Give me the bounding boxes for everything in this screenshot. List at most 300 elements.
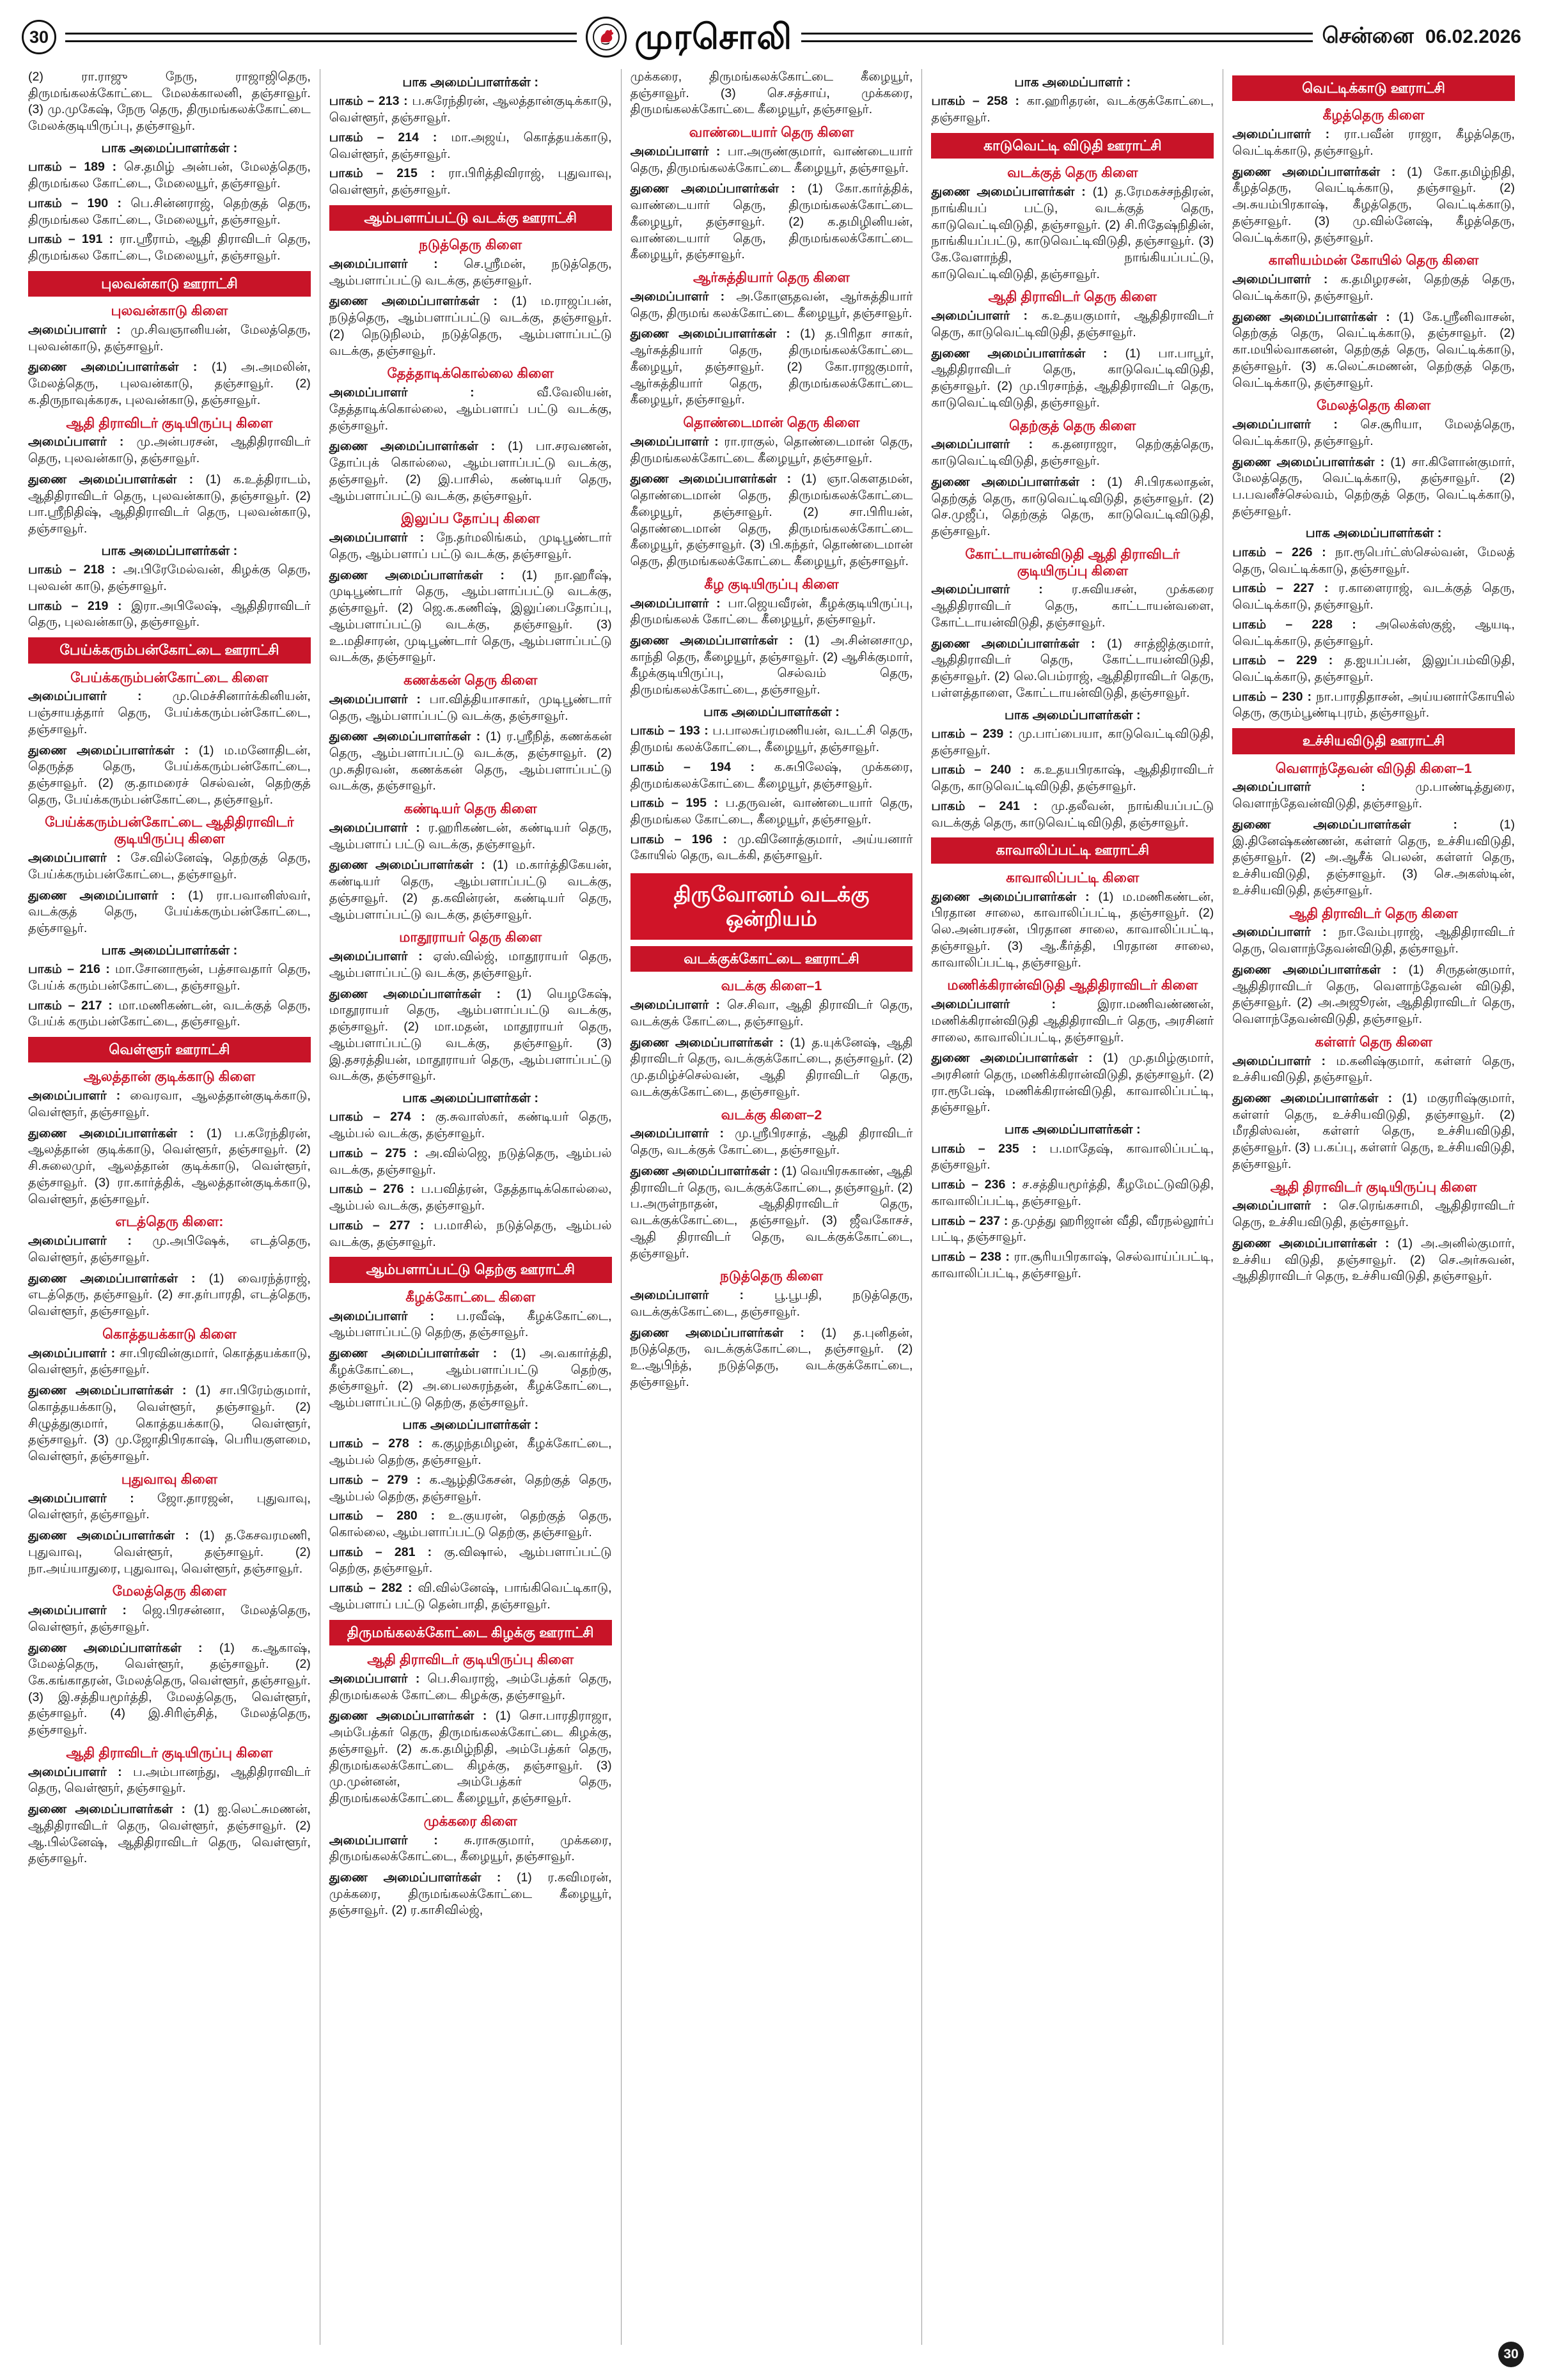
ward-organizers-label [931, 74, 1214, 91]
body-text: க.தமிழரசன், தெற்குத் தெரு, வெட்டிக்காடு, தஞ்சாவூர். [1232, 272, 1515, 303]
branch-subhead [329, 1652, 612, 1668]
field-label: பாகம் – 280 : [329, 1509, 435, 1523]
body-text: (1) பா.பாபூர், ஆதிதிராவிடர் தெரு, காடுவெட்டிவிடுதி, தஞ்சாவூர். (2) மு.பிரசாந்த், ஆதிதிராவிடர் தெரு, காடுவெட்டிவிடுதி, தஞ்சாவூர். [931, 346, 1214, 410]
field-label: துணை அமைப்பாளர்கள் : [28, 1802, 185, 1817]
branch-subhead [329, 366, 612, 382]
column-grid [0, 64, 1543, 2345]
field-label: துணை அமைப்பாளர்கள் : [329, 1346, 497, 1360]
section-title-text: திருமங்கலக்கோட்டை கிழக்கு ஊராட்சி [347, 1624, 594, 1640]
field-label: பாகம் – 276 : [329, 1182, 415, 1197]
organizer-paragraph [329, 986, 612, 1085]
organizer-paragraph [329, 1671, 612, 1704]
body-text: அ.கோளுதவன், ஆர்சுத்தியார் தெரு, திருமங் கலக்கோட்டை கீழையூர், தஞ்சாவூர். [630, 289, 913, 320]
body-text: (1) வைரந்த்ராஜ், எடத்தெரு, தஞ்சாவூர். (2) சா.தர்பாரதி, எடத்தெரு, வெள்ளூர், தஞ்சாவூர். [28, 1271, 311, 1319]
ward-entry [329, 1580, 612, 1613]
body-text: நா.வேம்புராஜ், ஆதிதிராவிடர் தெரு, வெளாந்தேவன்விடுதி, தஞ்சாவூர். [1232, 925, 1515, 956]
panchayat-banner [329, 205, 612, 231]
branch-subhead [28, 416, 311, 432]
organizer-paragraph [631, 326, 913, 408]
organizer-paragraph [931, 474, 1214, 540]
body-text: (1) சா.பிரேம்குமார், கொத்தயக்காடு, வெள்ளூர், தஞ்சாவூர். (2) சிழுத்துகுமார், கொத்தயக்காடு, வெள்ளூர், தஞ்சாவூர். (3) மு.ஜோதிபிரகாஷ், பெரியகுளமை, வெள்ளூர், தஞ்சாவூர். [28, 1383, 311, 1464]
body-text: வடக்குத் தெரு கிளை [1007, 165, 1138, 181]
branch-subhead [1232, 761, 1515, 777]
organizer-paragraph [1232, 779, 1515, 812]
ward-entry [329, 1508, 612, 1541]
body-text: ப.சுரேந்திரன், ஆலத்தான்குடிக்காடு, வெள்ளூர், தஞ்சாவூர். [329, 94, 612, 125]
organizer-paragraph [28, 1271, 311, 1320]
body-text: நே.தர்மலிங்கம், முடிபூண்டார் தெரு, ஆம்பளாப் பட்டு வடக்கு, தஞ்சாவூர். [329, 531, 612, 561]
body-text: க.உதயபிரகாஷ், ஆதிதிராவிடர் தெரு, காடுவெட்டிவிடுதி, தஞ்சாவூர். [931, 763, 1214, 794]
branch-subhead [28, 814, 311, 848]
organizer-paragraph [1232, 417, 1515, 449]
field-label: துணை அமைப்பாளர்கள் : [1232, 1091, 1393, 1105]
field-label: அமைப்பாளர் : [1232, 417, 1338, 432]
organizer-paragraph [28, 1088, 311, 1121]
ward-entry [329, 1436, 612, 1468]
field-label: அமைப்பாளர் : [28, 851, 121, 866]
organizer-paragraph [1232, 962, 1515, 1028]
body-text: பாக அமைப்பாளர்கள் : [1004, 708, 1141, 722]
body-text: பா.அருண்குமார், வாண்டையார் தெரு, திருமங்கலக்கோட்டை கீழையூர், தஞ்சாவூர். [630, 144, 913, 175]
field-label: துணை அமைப்பாளர்கள் : [1232, 455, 1385, 469]
edition-date [1322, 24, 1521, 51]
body-text: (1) ம.மணிகண்டன், பிரதான சாலை, காவாலிப்பட்டி, தஞ்சாவூர். (2) லெ.அன்பரசன், பிரதான சாலை, காவாலிப்பட்டி, தஞ்சாவூர். (3) ஆ.கீர்த்தி, பிரதான சாலை, காவாலிப்பட்டி, தஞ்சாவூர். [931, 889, 1214, 970]
body-text: கோட்டாயன்விடுதி ஆதி திராவிடர் குடியிருப்பு கிளை [965, 546, 1180, 579]
body-text: மு.பாண்டித்துரை, வெளாந்தேவன்விடுதி, தஞ்சாவூர். [1232, 780, 1515, 811]
branch-subhead [28, 1326, 311, 1343]
body-text: பா.வித்தியாசாகர், முடிபூண்டார் தெரு, ஆம்பளாப்பட்டு வடக்கு, தஞ்சாவூர். [329, 692, 612, 723]
ward-entry [28, 998, 311, 1031]
field-label: துணை அமைப்பாளர்கள் : [28, 472, 194, 486]
field-label: அமைப்பாளர் : [931, 582, 1043, 597]
field-label: பாகம் – 229 : [1232, 653, 1333, 668]
body-text: (1) த.யுக்னேஷ், ஆதி திராவிடர் தெரு, வடக்குக்கோட்டை, தஞ்சாவூர். (2) மு.தமிழ்ச்செல்வன், ஆதி திராவிடர் தெரு, வடக்குக்கோட்டை, தஞ்சாவூர். [630, 1035, 913, 1099]
body-text: (1) இ.தினேஷ்கண்ணன், கள்ளர் தெரு, உச்சியவிடுதி, தஞ்சாவூர். (2) அ.ஆசீக் பெலன், கள்ளர் தெரு, உச்சியவிடுதி, தஞ்சாவூர். (3) செ.அகஸ்டின், உச்சியவிடுதி, தஞ்சாவூர். [1232, 817, 1515, 898]
body-text: (1) சா.கிளோன்குமார், மேலத்தெரு, வெட்டிக்காடு, தஞ்சாவூர். (2) ப.பவனீச்செல்வம், தெற்குத் தெரு, வெட்டிக்காடு, தஞ்சாவூர். [1232, 455, 1515, 518]
organizer-paragraph [631, 1325, 913, 1391]
branch-subhead [931, 977, 1214, 994]
body-text: (1) க.ஆகாஷ், மேலத்தெரு, வெள்ளூர், தஞ்சாவூர். (2) கே.கங்காதரன், மேலத்தெரு, வெள்ளூர், தஞ்சாவூர். (3) இ.சத்தியமூர்த்தி, மேலத்தெரு, வெள்ளூர், தஞ்சாவூர். (4) இ.சிரிஞ்சித், மேலத்தெரு, தஞ்சாவூர். [28, 1640, 311, 1738]
organizer-paragraph [329, 1870, 612, 1919]
body-text: மு.ஸ்ரீபிரசாத், ஆதி திராவிடர் தெரு, வடக்குக் கோட்டை, தஞ்சாவூர். [630, 1126, 913, 1158]
organizer-paragraph [631, 1287, 913, 1320]
body-text: மா.அஜய், கொத்தயக்காடு, வெள்ளூர், தஞ்சாவூர். [329, 130, 612, 161]
panchayat-banner [931, 133, 1214, 159]
body-text: (1) ஞா.கௌதமன், தொண்டைமான் தெரு, திருமங்கலக்கோட்டை கீழையூர், தஞ்சாவூர். (2) சா.பிரியன், தொண்டைமான் தெரு, திருமங்கலக்கோட்டை கீழையூர், தஞ்சாவூர். (3) பி.கந்தர், தொண்டைமான் தெரு, திருமங்கலக்கோட்டை கீழையூர், தஞ்சாவூர். [630, 472, 913, 569]
branch-subhead [931, 289, 1214, 306]
body-text: அலெக்ஸ்குஜ், ஆயடி, வெட்டிக்காடு, தஞ்சாவூர். [1232, 617, 1515, 648]
ward-entry [931, 1177, 1214, 1209]
section-title-text: காடுவெட்டி விடுதி ஊராட்சி [983, 137, 1162, 153]
body-text: வாண்டையார் தெரு கிளை [689, 125, 854, 141]
body-text: பாக அமைப்பாளர் : [1014, 75, 1131, 89]
field-label: அமைப்பாளர் : [931, 997, 1056, 1012]
organizer-paragraph [329, 439, 612, 504]
branch-subhead [931, 418, 1214, 435]
body-text: சா.பிரவின்குமார், கொத்தயக்காடு, வெள்ளூர், தஞ்சாவூர். [28, 1346, 311, 1377]
organizer-paragraph [1232, 272, 1515, 304]
organizer-paragraph [931, 889, 1214, 972]
body-text: (1) வெயிரசுகாண், ஆதி திராவிடர் தெரு, வடக்குக்கோட்டை, தஞ்சாவூர். (2) ப.அருள்நாதன், ஆதிதிராவிடர் தெரு, வடக்குக்கோட்டை, தஞ்சாவூர். (3) ஜீவகோசச், ஆதி திராவிடர் தெரு, வடக்குக்கோட்டை, தஞ்சாவூர். [630, 1163, 913, 1261]
body-text: பாக அமைப்பாளர்கள் : [101, 141, 238, 155]
field-label: துணை அமைப்பாளர்கள் : [630, 327, 790, 341]
organizer-paragraph [931, 437, 1214, 469]
field-label: துணை அமைப்பாளர்கள் : [630, 472, 792, 486]
field-label: அமைப்பாளர் : [28, 1603, 127, 1618]
field-label: அமைப்பாளர் : [1232, 127, 1330, 142]
branch-subhead [329, 1289, 612, 1306]
body-text: ர.ஹரிகண்டன், கண்டியர் தெரு, ஆம்பளாப் பட்டு வடக்கு, தஞ்சாவூர். [329, 821, 612, 852]
body-text: கீழக்கோட்டை கிளை [405, 1289, 536, 1305]
field-label: பாகம் – 238 : [931, 1249, 1010, 1264]
body-text: இரா.அபிலேஷ், ஆதிதிராவிடர் தெரு, புலவன்காடு, தஞ்சாவூர். [28, 598, 311, 630]
organizer-paragraph [329, 385, 612, 434]
body-text: (1) சிருதன்குமார், ஆதிதிராவிடர் தெரு, வெளாந்தேவன் விடுதி, தஞ்சாவூர். (2) அ.அஜூரன், ஆதிதிராவிடர் தெரு, வெளாந்தேவன்விடுதி, தஞ்சாவூர். [1232, 962, 1515, 1026]
field-label: பாகம் – 230 : [1232, 689, 1312, 704]
field-label: அமைப்பாளர் : [329, 1671, 420, 1686]
field-label: அமைப்பாளர் : [329, 821, 420, 835]
field-label: துணை அமைப்பாளர்கள் : [1232, 309, 1390, 324]
organizer-paragraph [329, 820, 612, 853]
branch-subhead [931, 870, 1214, 887]
body-text: (1) ரா.பவானிஸ்வர், வடக்குத் தெரு, பேய்க்கரும்பன்கோட்டை, தஞ்சாவூர். [28, 888, 311, 935]
body-text: கீழத்தெரு கிளை [1322, 107, 1425, 123]
body-text: க.சுபிலேஷ், முக்கரை, திருமங்கலக்கோட்டை கீழையூர், தஞ்சாவூர். [630, 759, 913, 791]
field-label: துணை அமைப்பாளர்கள் : [931, 474, 1095, 489]
field-label: அமைப்பாளர் : [1232, 925, 1327, 940]
body-text: (1) யெழகேஷ், மாதூராயர் தெரு, ஆம்பளாப்பட்டு வடக்கு, தஞ்சாவூர். (2) மா.மதன், மாதூராயர் தெரு, ஆம்பளாப்பட்டு வடக்கு, தஞ்சாவூர். (3) இ.தசரத்தியன், மாதூராயர் தெரு, ஆம்பளாப்பட்டு வடக்கு, தஞ்சாவூர். [329, 986, 612, 1084]
body-text: செ.ரெங்கசாமி, ஆதிதிராவிடர் தெரு, உச்சியவிடுதி, தஞ்சாவூர். [1232, 1199, 1515, 1230]
ward-organizers-label [931, 1121, 1214, 1138]
field-label: அமைப்பாளர் : [931, 437, 1033, 452]
field-label: பாகம் – 213 : [329, 94, 408, 109]
ward-organizers-label [329, 1090, 612, 1107]
organizer-paragraph [631, 289, 913, 322]
field-label: துணை அமைப்பாளர்கள் : [931, 185, 1086, 199]
field-label: அமைப்பாளர் : [28, 1346, 116, 1360]
body-text: ரா.ராகுல், தொண்டைமான் தெரு, திருமங்கலக்கோட்டை கீழையூர், தஞ்சாவூர். [630, 434, 913, 465]
organizer-paragraph [329, 949, 612, 981]
ward-entry [1232, 580, 1515, 613]
field-label: பாகம் – 196 : [630, 832, 727, 846]
field-label: துணை அமைப்பாளர்கள் : [28, 1383, 187, 1398]
section-title-text: ஆம்பளாப்பட்டு தெற்கு ஊராட்சி [366, 1261, 575, 1278]
ward-entry [931, 1213, 1214, 1246]
news-column-5 [1223, 69, 1524, 2345]
body-text: செ.சிவா, ஆதி திராவிடர் தெரு, வடக்குக் கோட்டை, தஞ்சாவூர். [630, 998, 913, 1029]
ward-entry [329, 1109, 612, 1142]
organizer-paragraph [28, 743, 311, 809]
panchayat-banner [28, 1037, 311, 1062]
branch-subhead [631, 577, 913, 593]
field-label: அமைப்பாளர் : [1232, 272, 1328, 287]
ward-organizers-label [28, 140, 311, 157]
body-text: ஆதி திராவிடர் குடியிருப்பு கிளை [66, 415, 273, 431]
body-text: மு.மெச்சினார்க்கினியன், பஞ்சாயத்தார் தெரு, பேய்க்கரும்பன்கோட்டை, தஞ்சாவூர். [28, 689, 311, 736]
body-text: (1) த.கேசவரமணி, புதுவாவு, வெள்ளூர், தஞ்சாவூர். (2) நா.அய்யாதுரை, புதுவாவு, வெள்ளூர், தஞ்சாவூர். [28, 1528, 311, 1576]
body-text: வெளாந்தேவன் விடுதி கிளை–1 [1275, 760, 1472, 776]
ward-entry [28, 961, 311, 994]
body-text: (1) சி.பிரகலாதன், தெற்குத் தெரு, காடுவெட்டிவிடுதி, தஞ்சாவூர். (2) செ.முஜீப், தெற்குத் தெரு, காடுவெட்டிவிடுதி, தஞ்சாவூர். [931, 474, 1214, 539]
body-text: செ.தமிழ் அன்பன், மேலத்தெரு, திருமங்கல கோட்டை, மேலையூர், தஞ்சாவூர். [28, 160, 311, 191]
field-label: அமைப்பாளர் : [329, 531, 425, 545]
body-text: கள்ளர் தெரு கிளை [1315, 1034, 1432, 1050]
footer-page-number: 30 [1503, 2347, 1519, 2361]
body-text: புலவன்காடு கிளை [111, 303, 228, 319]
field-label: அமைப்பாளர் : [630, 998, 720, 1013]
field-label: துணை அமைப்பாளர்கள் : [28, 743, 189, 758]
body-text: ப.அம்பானந்து, ஆதிதிராவிடர் தெரு, வெள்ளூர், தஞ்சாவூர். [28, 1764, 311, 1796]
page-number: 30 [29, 27, 49, 47]
body-text: செ.ஸ்ரீமன், நடுத்தெரு, ஆம்பளாப்பட்டு வடக்கு, தஞ்சாவூர். [329, 256, 612, 288]
body-text: எடத்தெரு கிளை: [115, 1214, 224, 1230]
organizer-paragraph [1232, 1091, 1515, 1173]
organizer-paragraph [1232, 817, 1515, 899]
body-text: (1) த.புனிதன், நடுத்தெரு, வடக்குக்கோட்டை, தஞ்சாவூர். (2) உ.ஆபிந்த், நடுத்தெரு, வடக்குக்கோட்டை, தஞ்சாவூர். [630, 1325, 913, 1389]
organizer-paragraph [28, 1233, 311, 1266]
ward-entry [931, 1249, 1214, 1282]
ward-organizers-label [329, 74, 612, 91]
section-title-text: வெள்ளூர் ஊராட்சி [109, 1041, 230, 1058]
field-label: துணை அமைப்பாளர்கள் : [329, 1871, 501, 1885]
ward-entry [1232, 689, 1515, 722]
organizer-paragraph [931, 346, 1214, 412]
branch-subhead [631, 270, 913, 286]
body-text: (1) கே.ஸ்ரீனிவாசன், தெற்குத் தெரு, வெட்டிக்காடு, தஞ்சாவூர். (2) கா.மயில்வாகனன், தெற்குத் தெரு, வெட்டிக்காடு, தஞ்சாவூர். (3) க.லெட்சுமணன், தெற்குத் தெரு, வெட்டிக்காடு, தஞ்சாவூர். [1232, 309, 1515, 390]
body-text: பாக அமைப்பாளர்கள் : [1305, 526, 1442, 541]
body-text: த.ஐயப்பன், இலுப்பம்விடுதி, வெட்டிக்காடு, தஞ்சாவூர். [1232, 653, 1515, 684]
organizer-paragraph [28, 888, 311, 937]
organizer-paragraph [931, 636, 1214, 702]
branch-subhead [28, 1745, 311, 1762]
body-text: (1) அ.வகார்த்தி, கீழக்கோட்டை, ஆம்பளாப்பட்டு தெற்கு, தஞ்சாவூர். (2) அ.பைலசுரந்தன், கீழக்கோட்டை, ஆம்பளாப்பட்டு தெற்கு, தஞ்சாவூர். [329, 1346, 612, 1410]
ward-entry [329, 166, 612, 198]
branch-subhead [1232, 906, 1515, 922]
section-title-text: பேய்க்கரும்பன்கோட்டை ஊராட்சி [59, 642, 279, 658]
body-text: பாக அமைப்பாளர்கள் : [101, 543, 238, 558]
ward-entry [931, 798, 1214, 831]
body-text: (1) மு.தமிழ்குமார், அரசினர் தெரு, மணிக்கிரான்விடுதி, தஞ்சாவூர். (2) ரா.ரூபேஷ், மணிக்கிரான்விடுதி, காவாலிப்பட்டி, தஞ்சாவூர். [931, 1051, 1214, 1115]
body-text: (1) பா.சரவணன், தோப்புக் கொல்லை, ஆம்பளாப்பட்டு வடக்கு, தஞ்சாவூர். (2) இ.பாசில், கண்டியர் தெரு, ஆம்பளாப்பட்டு வடக்கு, தஞ்சாவூர். [329, 439, 612, 503]
ward-entry [329, 1544, 612, 1577]
news-column-2 [320, 69, 621, 2345]
organizer-paragraph [631, 471, 913, 570]
body-text: க.உதயகுமார், ஆதிதிராவிடர் தெரு, காடுவெட்டிவிடுதி, தஞ்சாவூர். [931, 309, 1214, 339]
ward-entry [329, 1146, 612, 1178]
field-label: பாகம் – 258 : [931, 94, 1020, 109]
body-text: பாக அமைப்பாளர்கள் : [703, 704, 840, 719]
field-label: துணை அமைப்பாளர்கள் : [630, 1325, 804, 1340]
organizer-paragraph [1232, 924, 1515, 957]
body-text: காவாலிப்பட்டி கிளை [1006, 869, 1140, 885]
ward-entry [28, 598, 311, 631]
branch-subhead [28, 670, 311, 687]
field-label: அமைப்பாளர் : [329, 949, 423, 964]
body-text: பாக அமைப்பாளர்கள் : [1004, 1123, 1141, 1137]
organizer-paragraph [28, 1126, 311, 1208]
panchayat-banner [1232, 75, 1515, 101]
field-label: துணை அமைப்பாளர்கள் : [28, 360, 198, 375]
branch-subhead [1232, 107, 1515, 124]
masthead-title: முரசொலி [634, 18, 793, 56]
field-label: துணை அமைப்பாளர்கள் : [931, 636, 1095, 651]
body-text: கு.சுவாஸ்கர், கண்டியர் தெரு, ஆம்பல் வடக்கு, தஞ்சாவூர். [329, 1110, 612, 1141]
field-label: பாகம் – 237 : [931, 1213, 1008, 1228]
organizer-paragraph [631, 181, 913, 263]
organizer-paragraph [28, 1603, 311, 1635]
field-label: துணை அமைப்பாளர்கள் : [931, 1051, 1093, 1066]
body-text: சே.வில்னேஷ், தெற்குத் தெரு, பேய்க்கரும்பன்கோட்டை, தஞ்சாவூர். [28, 851, 311, 882]
union-banner [631, 873, 913, 940]
branch-subhead [329, 237, 612, 254]
field-label: துணை அமைப்பாளர்கள் : [630, 182, 795, 196]
body-text: வீ.வேலியன், தேத்தாடிக்கொல்லை, ஆம்பளாப் பட்டு வடக்கு, தஞ்சாவூர். [329, 385, 612, 433]
field-label: துணை அமைப்பாளர்கள் : [28, 1126, 194, 1140]
page-header [0, 0, 1543, 64]
organizer-paragraph [329, 1708, 612, 1807]
body-text: மு.அபிஷேக், எடத்தெரு, வெள்ளூர், தஞ்சாவூர். [28, 1234, 311, 1264]
field-label: துணை அமைப்பாளர்கள் : [329, 858, 485, 873]
page-number-badge [22, 20, 56, 54]
body-text: செ.சூரியா, மேலத்தெரு, வெட்டிக்காடு, தஞ்சாவூர். [1232, 417, 1515, 448]
body-text: வடக்கு கிளை–1 [721, 978, 822, 994]
body-text: (1) அ.சின்னசாமு, காந்தி தெரு, கீழையூர், தஞ்சாவூர். (2) ஆசிக்குமார், கீழக்குடியிருப்பு, செல்வம் தெரு, திருமங்கலக்கோட்டை, தஞ்சாவூர். [630, 634, 913, 697]
organizer-paragraph [329, 1346, 612, 1412]
body-text: மு.பாப்பையா, காடுவெட்டிவிடுதி, தஞ்சாவூர். [931, 726, 1214, 758]
branch-subhead [1232, 398, 1515, 414]
organizer-paragraph [28, 322, 311, 355]
section-title-text: வடக்குக்கோட்டை ஊராட்சி [684, 951, 859, 967]
body-text: கண்டியர் தெரு கிளை [403, 801, 537, 817]
section-title-text: உச்சியவிடுதி ஊராட்சி [1302, 733, 1445, 749]
organizer-paragraph [1232, 1054, 1515, 1086]
field-label: துணை அமைப்பாளர்கள் : [329, 1709, 487, 1723]
body-text: கா.ஹரிதரன், வடக்குக்கோட்டை, தஞ்சாவூர். [931, 94, 1214, 125]
organizer-paragraph [631, 144, 913, 176]
body-text: நடுத்தெரு கிளை [419, 237, 522, 253]
organizer-paragraph [329, 729, 612, 795]
body-text: தேத்தாடிக்கொல்லை கிளை [387, 366, 554, 382]
body-text: ஆலத்தான் குடிக்காடு கிளை [83, 1069, 256, 1085]
branch-subhead [28, 303, 311, 320]
field-label: அமைப்பாளர் : [28, 689, 142, 704]
ward-entry [631, 723, 913, 756]
rooster-icon [592, 23, 620, 51]
field-label: அமைப்பாளர் : [931, 309, 1028, 323]
branch-subhead [931, 547, 1214, 580]
organizer-paragraph [631, 633, 913, 699]
branch-subhead [1232, 1034, 1515, 1051]
body-text: ப.தருவன், வாண்டையார் தெரு, திருமங்கல கோட்டை, கீழையூர், தஞ்சாவூர். [630, 796, 913, 827]
body-text: (1) ர.கவிமரன், முக்கரை, திருமங்கலக்கோட்டை கீழையூர், தஞ்சாவூர். (2) ர.காசிவில்ஜ், [329, 1871, 612, 1918]
body-text: இரா.மணிவண்ணன், மணிக்கிரான்விடுதி ஆதிதிராவிடர் தெரு, அரசினர் சாலை, காவாலிப்பட்டி, தஞ்சாவூர். [931, 997, 1214, 1045]
body-text: ர.காளைராஜ், வடக்குத் தெரு, வெட்டிக்காடு, தஞ்சாவூர். [1232, 581, 1515, 612]
organizer-paragraph [329, 530, 612, 563]
body-text: (1) ர.ஸ்ரீநித், கணக்கன் தெரு, ஆம்பளாப்பட்டு வடக்கு, தஞ்சாவூர். (2) மு.சுதிரவன், கணக்கன் தெரு, ஆம்பளாப்பட்டு வடக்கு, தஞ்சாவூர். [329, 729, 612, 793]
branch-subhead [329, 1814, 612, 1830]
body-text: ஆதி திராவிடர் குடியிருப்பு கிளை [66, 1745, 273, 1761]
field-label: பாகம் – 217 : [28, 998, 113, 1013]
organizer-paragraph [1232, 1236, 1515, 1285]
ward-entry [931, 762, 1214, 795]
organizer-paragraph [28, 1346, 311, 1378]
field-label: பாகம் – 228 : [1232, 617, 1356, 632]
organizer-paragraph [28, 472, 311, 538]
branch-subhead [28, 1472, 311, 1488]
field-label: அமைப்பாளர் : [1232, 1054, 1326, 1068]
body-text: (1) க.உத்திராடம், ஆதிதிராவிடர் தெரு, புலவன்காடு, தஞ்சாவூர். (2) பா.ஸ்ரீநிதிஷ், ஆதிதிராவிடர் தெரு, புலவன்காடு, தஞ்சாவூர். [28, 472, 311, 536]
ward-entry [28, 562, 311, 595]
ward-entry [329, 1181, 612, 1214]
section-title-text: காவாலிப்பட்டி ஊராட்சி [996, 842, 1150, 859]
organizer-paragraph [28, 434, 311, 467]
branch-subhead [1232, 253, 1515, 269]
body-text: மாதூராயர் தெரு கிளை [399, 929, 542, 945]
organizer-paragraph [329, 1833, 612, 1865]
field-label: துணை அமைப்பாளர்கள் : [630, 1035, 784, 1050]
body-text: பாக அமைப்பாளர்கள் : [402, 1417, 539, 1432]
ward-entry [931, 93, 1214, 126]
ward-entry [329, 130, 612, 162]
ward-organizers-label [28, 942, 311, 959]
section-title-text: திருவோனம் வடக்கு ஒன்றியம் [673, 882, 870, 931]
organizer-paragraph [931, 997, 1214, 1046]
ward-entry [931, 726, 1214, 759]
body-text: பெ.சிவராஜ், அம்பேத்கர் தெரு, திருமங்கலக் கோட்டை கிழக்கு, தஞ்சாவூர். [329, 1671, 612, 1702]
body-text: க.குழந்தமிழன், கீழக்கோட்டை, ஆம்பல் தெற்கு, தஞ்சாவூர். [329, 1436, 612, 1468]
ward-organizers-label [931, 707, 1214, 724]
field-label: பாகம் – 191 : [28, 232, 113, 247]
organizer-paragraph [329, 256, 612, 289]
body-text: மு.தலீவன், நாங்கியப்பட்டு வடக்குத் தெரு, காடுவெட்டிவிடுதி, தஞ்சாவூர். [931, 798, 1214, 830]
field-label: அமைப்பாளர் : [28, 1234, 132, 1248]
organizer-paragraph [28, 688, 311, 738]
body-text: பாக அமைப்பாளர்கள் : [402, 75, 539, 89]
field-label: பாகம் – 218 : [28, 563, 116, 577]
body-text: சு.ராசுகுமார், முக்கரை, திருமங்கலக்கோட்டை, கீழையூர், தஞ்சாவூர். [329, 1833, 612, 1864]
body-text: ப.மாசில், நடுத்தெரு, ஆம்பல் வடக்கு, தஞ்சாவூர். [329, 1218, 612, 1249]
organizer-paragraph [1232, 309, 1515, 392]
body-text: பா.ஜெயவீரன், கீழக்குடியிருப்பு, திருமங்கலக் கோட்டை கீழையூர், தஞ்சாவூர். [630, 596, 913, 627]
news-column-4 [921, 69, 1223, 2345]
field-label: துணை அமைப்பாளர்கள் : [1232, 817, 1457, 832]
body-text: (1) ம.ராஜப்பன், நடுத்தெரு, ஆம்பளாப்பட்டு வடக்கு, தஞ்சாவூர். (2) நெடுநிலம், நடுத்தெரு, ஆம்பளாப்பட்டு வடக்கு, தஞ்சாவூர். [329, 294, 612, 358]
body-text: ஆதி திராவிடர் தெரு கிளை [1289, 905, 1458, 921]
field-label: பாகம் – 281 : [329, 1544, 432, 1559]
footer-page-number-badge [1498, 2342, 1524, 2367]
ward-organizers-label [1232, 525, 1515, 541]
ward-entry [931, 1141, 1214, 1174]
body-text: ப.மாதேஷ், காவாலிப்பட்டி, தஞ்சாவூர். [931, 1141, 1214, 1172]
masthead [586, 17, 792, 58]
organizer-paragraph [28, 1640, 311, 1739]
body-text: மு.வினோத்குமார், அய்யனார் கோயில் தெரு, வடக்கி, தஞ்சாவூர். [630, 832, 913, 863]
edition-name: சென்னை [1322, 23, 1414, 48]
field-label: பாகம் – 279 : [329, 1472, 421, 1487]
panchayat-banner [631, 946, 913, 972]
body-text: மா.மணிகண்டன், வடக்குத் தெரு, பேய்க் கரும்பன்கோட்டை, தஞ்சாவூர். [28, 998, 311, 1029]
organizer-paragraph [1232, 164, 1515, 247]
body-text: வி.வில்னேஷ், பாங்கிவெட்டிகாடு, ஆம்பளாப் பட்டு தென்பாதி, தஞ்சாவூர். [329, 1581, 612, 1612]
continuation-paragraph [28, 69, 311, 135]
field-label: அமைப்பாளர் : [329, 1309, 434, 1323]
field-label: துணை அமைப்பாளர்கள் : [329, 439, 496, 454]
field-label: பாகம் – 214 : [329, 130, 437, 144]
body-text: இலுப்ப தோப்பு கிளை [401, 511, 540, 527]
branch-subhead [1232, 1179, 1515, 1196]
body-text: மணிக்கிரான்விடுதி ஆதிதிராவிடர் கிளை [947, 977, 1198, 993]
field-label: துணை அமைப்பாளர்கள் : [329, 729, 481, 744]
